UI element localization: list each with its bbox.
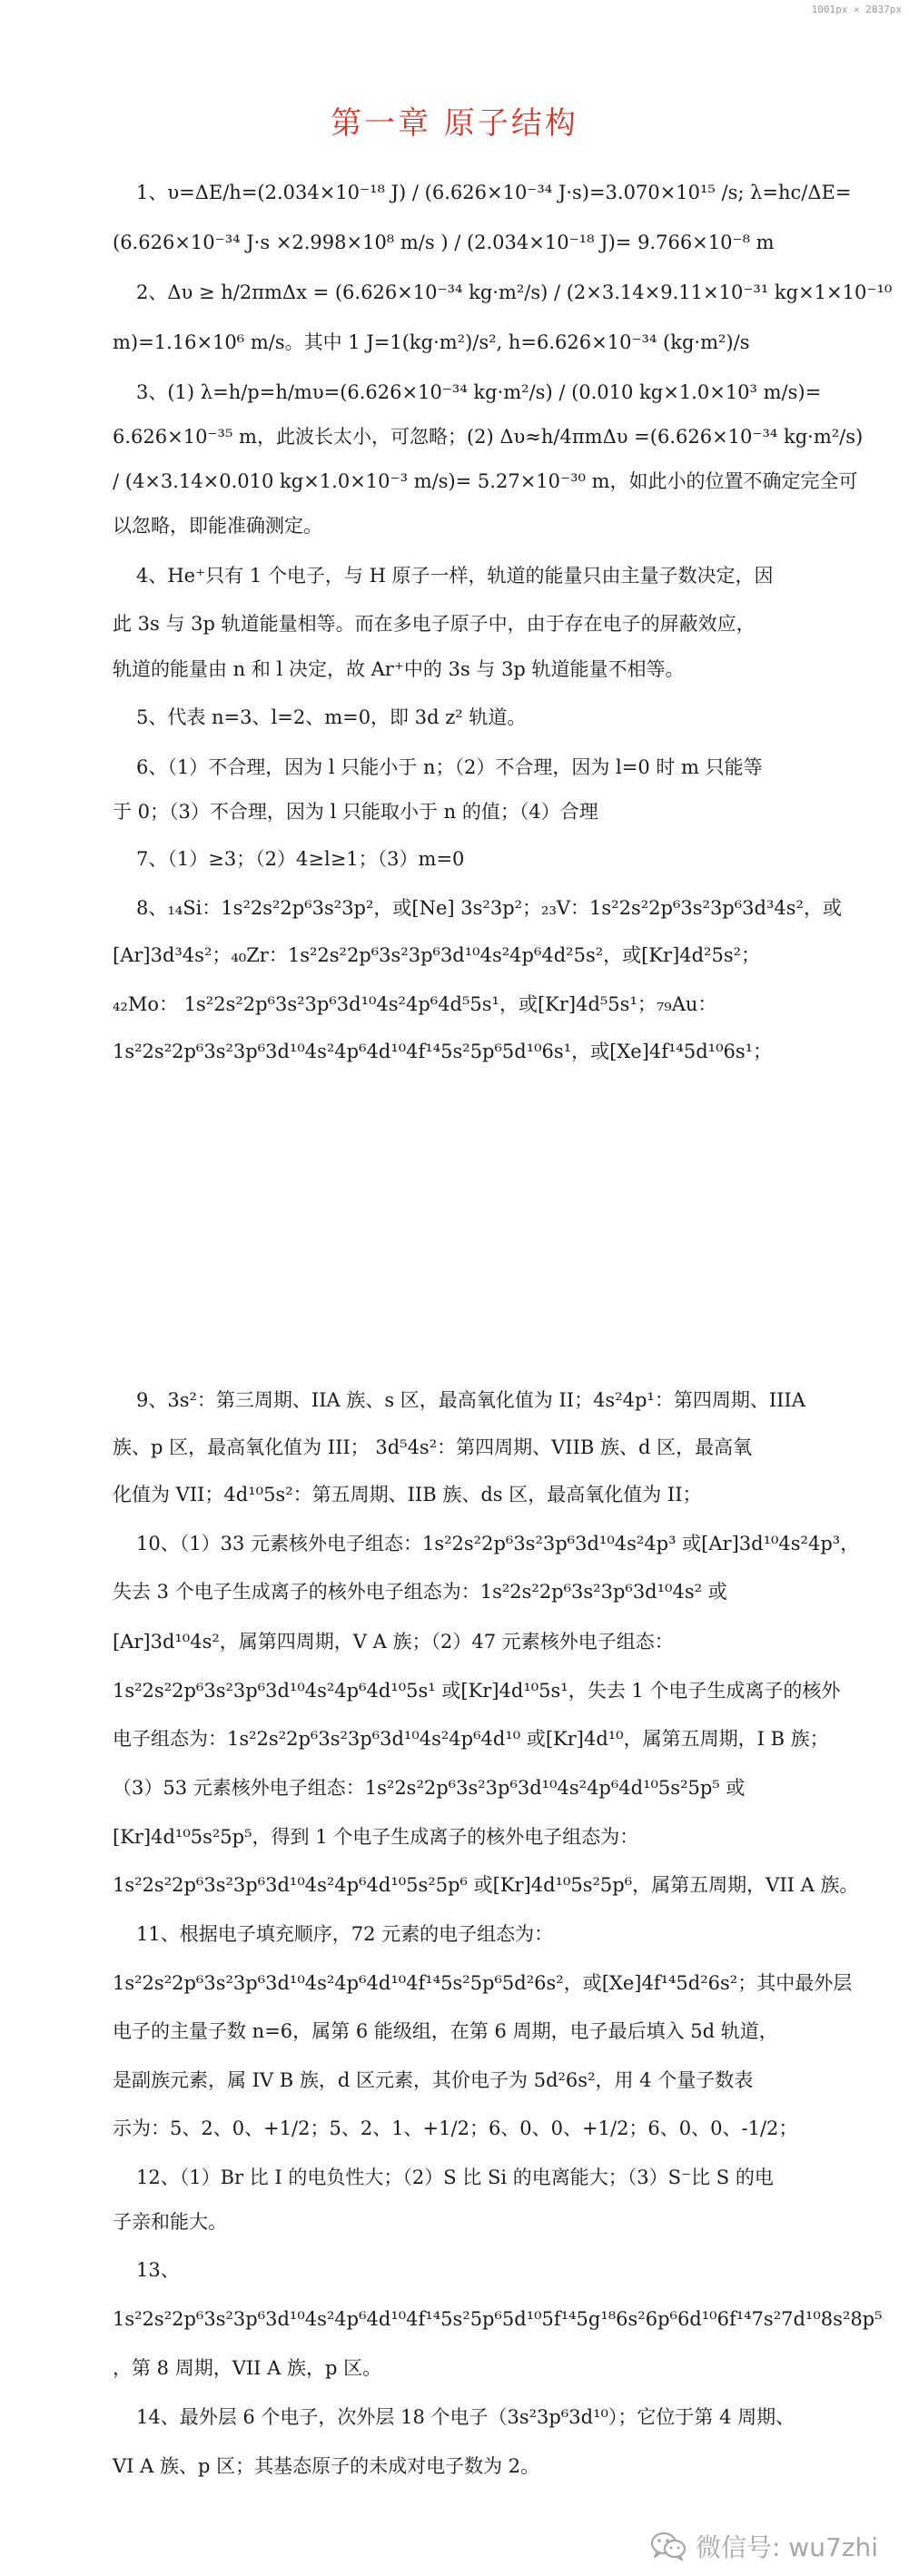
- answer-1-line-1: 1、υ=ΔE/h=(2.034×10⁻¹⁸ J) / (6.626×10⁻³⁴ J·s)=3.070×10¹⁵ /s; λ=hc/ΔE=: [136, 182, 852, 203]
- answer-8-line-1: 8、₁₄Si：1s²2s²2p⁶3s²3p²，或[Ne] 3s²3p²；₂₃V：1s²2s²2p⁶3s²3p⁶3d³4s²，或: [136, 897, 842, 919]
- answer-10-line-7: [Kr]4d¹⁰5s²5p⁵，得到 1 个电子生成离子的核外电子组态为：: [113, 1826, 639, 1848]
- answer-11-line-1: 11、根据电子填充顺序，72 元素的电子组态为：: [136, 1923, 554, 1945]
- watermark-text: 微信号: wu7zhi: [695, 2532, 878, 2562]
- answer-14-line-2: VI A 族、p 区；其基态原子的未成对电子数为 2。: [113, 2455, 540, 2477]
- answer-10-line-6: （3）53 元素核外电子组态：1s²2s²2p⁶3s²3p⁶3d¹⁰4s²4p⁶4d¹⁰5s²5p⁵ 或: [113, 1777, 746, 1799]
- answer-8-line-3: ₄₂Mo： 1s²2s²2p⁶3s²3p⁶3d¹⁰4s²4p⁶4d⁵5s¹，或[Kr]4d⁵5s¹；₇₉Au：: [113, 993, 717, 1015]
- answer-10-line-8: 1s²2s²2p⁶3s²3p⁶3d¹⁰4s²4p⁶4d¹⁰5s²5p⁶ 或[Kr]4d¹⁰5s²5p⁶，属第五周期，VII A 族。: [113, 1874, 859, 1896]
- answer-10-line-1: 10、（1）33 元素核外电子组态：1s²2s²2p⁶3s²3p⁶3d¹⁰4s²4p³ 或[Ar]3d¹⁰4s²4p³，: [136, 1533, 860, 1554]
- answer-3-line-3: / (4×3.14×0.010 kg×1.0×10⁻³ m/s)= 5.27×10⁻³⁰ m，如此小的位置不确定完全可: [113, 470, 858, 492]
- answer-10-line-3: [Ar]3d¹⁰4s²，属第四周期，V A 族；（2）47 元素核外电子组态：: [113, 1631, 674, 1653]
- answer-8-line-2: [Ar]3d³4s²；₄₀Zr：1s²2s²2p⁶3s²3p⁶3d¹⁰4s²4p⁶4d²5s²，或[Kr]4d²5s²；: [113, 944, 761, 966]
- answer-11-line-4: 是副族元素，属 IV B 族，d 区元素，其价电子为 5d²6s²，用 4 个量子数表: [113, 2069, 754, 2091]
- answer-10-line-2: 失去 3 个电子生成离子的核外电子组态为：1s²2s²2p⁶3s²3p⁶3d¹⁰4s² 或: [113, 1581, 727, 1603]
- answer-2-line-1: 2、Δυ ≥ h/2πmΔx = (6.626×10⁻³⁴ kg·m²/s) / (2×3.14×9.11×10⁻³¹ kg×1×10⁻¹⁰: [136, 281, 893, 303]
- answer-13-line-3: ，第 8 周期，VII A 族，p 区。: [113, 2357, 382, 2379]
- wechat-watermark: [650, 2528, 878, 2564]
- answer-4-line-1: 4、He⁺只有 1 个电子，与 H 原子一样，轨道的能量只由主量子数决定，因: [136, 565, 774, 587]
- wechat-icon: [650, 2532, 687, 2561]
- image-size-label: 1001px × 2837px: [811, 4, 902, 15]
- answer-9-line-1: 9、3s²：第三周期、IIA 族、s 区，最高氧化值为 II；4s²4p¹：第四周期、IIIA: [136, 1389, 805, 1411]
- answer-10-line-5: 电子组态为：1s²2s²2p⁶3s²3p⁶3d¹⁰4s²4p⁶4d¹⁰ 或[Kr]4d¹⁰，属第五周期，I B 族；: [113, 1728, 829, 1750]
- answer-13-line-1: 13、: [136, 2259, 180, 2281]
- answer-14-line-1: 14、最外层 6 个电子，次外层 18 个电子（3s²3p⁶3d¹⁰）；它位于第 4 周期、: [136, 2406, 795, 2428]
- answer-12-line-1: 12、（1）Br 比 I 的电负性大；（2）S 比 Si 的电离能大；（3）S⁻比 S 的电: [136, 2166, 774, 2188]
- answer-6-line-1: 6、（1）不合理，因为 l 只能小于 n；（2）不合理，因为 l=0 时 m 只能等: [136, 756, 763, 778]
- answer-6-line-2: 于 0；（3）不合理，因为 l 只能取小于 n 的值；（4）合理: [113, 801, 598, 823]
- chapter-title: 第一章 原子结构: [331, 105, 578, 142]
- answer-11-line-5: 示为：5、2、0、+1/2；5、2、1、+1/2；6、0、0、+1/2；6、0、0、-1/2；: [113, 2117, 798, 2139]
- answer-10-line-4: 1s²2s²2p⁶3s²3p⁶3d¹⁰4s²4p⁶4d¹⁰5s¹ 或[Kr]4d¹⁰5s¹，失去 1 个电子生成离子的核外: [113, 1680, 841, 1702]
- answer-7-line-1: 7、（1）≥3；（2）4≥l≥1；（3）m=0: [136, 848, 465, 870]
- answer-3-line-1: 3、(1) λ=h/p=h/mυ=(6.626×10⁻³⁴ kg·m²/s) / (0.010 kg×1.0×10³ m/s)=: [136, 381, 822, 403]
- answer-3-line-4: 以忽略，即能准确测定。: [113, 515, 322, 537]
- answer-2-line-2: m)=1.16×10⁶ m/s。其中 1 J=1(kg·m²)/s², h=6.626×10⁻³⁴ (kg·m²)/s: [113, 331, 750, 353]
- answer-3-line-2: 6.626×10⁻³⁵ m，此波长太小，可忽略；(2) Δυ≈h/4πmΔυ =(6.626×10⁻³⁴ kg·m²/s): [113, 426, 864, 448]
- answer-11-line-3: 电子的主量子数 n=6，属第 6 能级组，在第 6 周期，电子最后填入 5d 轨道，: [113, 2020, 778, 2042]
- answer-5-line-1: 5、代表 n=3、l=2、m=0，即 3d z² 轨道。: [136, 706, 527, 728]
- answer-1-line-2: (6.626×10⁻³⁴ J·s ×2.998×10⁸ m/s ) / (2.034×10⁻¹⁸ J)= 9.766×10⁻⁸ m: [113, 232, 775, 253]
- answer-9-line-2: 族、p 区，最高氧化值为 III； 3d⁵4s²：第四周期、VIIB 族、d 区，最高氧: [113, 1436, 753, 1458]
- answer-12-line-2: 子亲和能大。: [113, 2211, 227, 2233]
- answer-9-line-3: 化值为 VII；4d¹⁰5s²：第五周期、IIB 族、ds 区，最高氧化值为 II；: [113, 1484, 702, 1505]
- answer-4-line-3: 轨道的能量由 n 和 l 决定，故 Ar⁺中的 3s 与 3p 轨道能量不相等。: [113, 658, 685, 680]
- answer-8-line-4: 1s²2s²2p⁶3s²3p⁶3d¹⁰4s²4p⁶4d¹⁰4f¹⁴5s²5p⁶5d¹⁰6s¹，或[Xe]4f¹⁴5d¹⁰6s¹；: [113, 1041, 773, 1062]
- answer-11-line-2: 1s²2s²2p⁶3s²3p⁶3d¹⁰4s²4p⁶4d¹⁰4f¹⁴5s²5p⁶5d²6s²，或[Xe]4f¹⁴5d²6s²；其中最外层: [113, 1972, 853, 1994]
- answer-4-line-2: 此 3s 与 3p 轨道能量相等。而在多电子原子中，由于存在电子的屏蔽效应，: [113, 613, 756, 635]
- answer-13-line-2: 1s²2s²2p⁶3s²3p⁶3d¹⁰4s²4p⁶4d¹⁰4f¹⁴5s²5p⁶5d¹⁰5f¹⁴5g¹⁸6s²6p⁶6d¹⁰6f¹⁴7s²7d¹⁰8s²8p⁵: [113, 2308, 883, 2330]
